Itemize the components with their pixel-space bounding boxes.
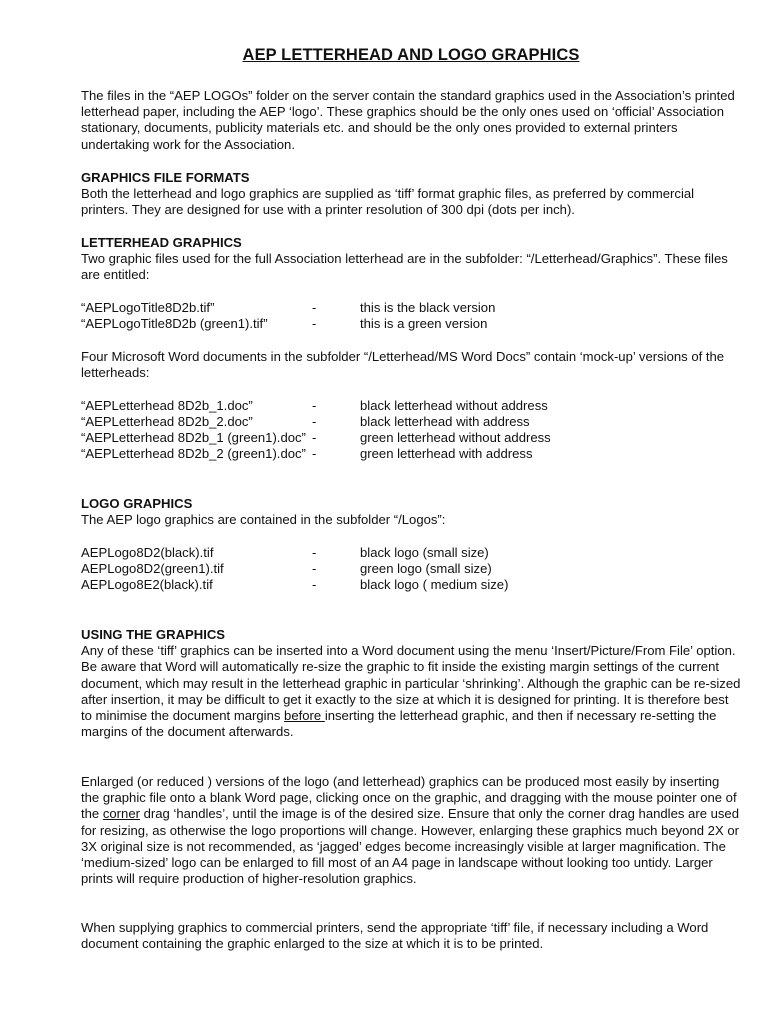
file-dash: - (312, 316, 317, 331)
file-dash: - (312, 300, 317, 315)
using-p1-text: Any of these ‘tiff’ graphics can be inserted into a Word document using the menu ‘Insert/Picture/From File’ option. Be aware that Word will automatically re-size the graphic to fit inside the existing margin settings of the current document, which may result in the letterhead graphic in particular ‘shrinking’. Although the graphic can be re-sized after insertion, it may be difficult to get it exactly to the size at which it is designed for printing. It is therefore best to minimise the document margins (81, 643, 741, 724)
file-dash: - (312, 545, 317, 560)
document-title: AEP LETTERHEAD AND LOGO GRAPHICS (242, 46, 580, 64)
file-name: AEPLogo8D2(green1).tif (81, 561, 224, 576)
logo-heading: LOGO GRAPHICS (81, 496, 193, 511)
file-description: this is the black version (360, 300, 496, 315)
logo-file-row (81, 577, 741, 593)
file-description: green letterhead with address (360, 446, 533, 461)
logo-section (81, 496, 741, 528)
letterhead-heading: LETTERHEAD GRAPHICS (81, 235, 242, 250)
file-name: “AEPLogoTitle8D2b.tif” (81, 300, 215, 315)
letterhead-section (81, 235, 741, 284)
formats-section (81, 170, 741, 219)
letterhead-docs-text: Four Microsoft Word documents in the subfolder “/Letterhead/MS Word Docs” contain ‘mock-up’ versions of the letterheads: (81, 349, 725, 381)
file-dash: - (312, 430, 317, 445)
letterhead-doc-row (81, 398, 741, 414)
letterhead-file-row (81, 300, 741, 316)
file-description: green logo (small size) (360, 561, 492, 576)
intro-paragraph: The files in the “AEP LOGOs” folder on the server contain the standard graphics used in the Association’s printed letterhead paper, including the AEP ‘logo’. These graphics should be the only ones used on ‘official’ Association stationary, documents, publicity materials etc. and should be the only ones provided to external printers undertaking work for the Association. (81, 88, 735, 152)
file-name: “AEPLetterhead 8D2b_1 (green1).doc” (81, 430, 306, 445)
file-description: black letterhead with address (360, 414, 530, 429)
file-description: this is a green version (360, 316, 488, 331)
logo-text: The AEP logo graphics are contained in the subfolder “/Logos”: (81, 512, 446, 528)
formats-text: Both the letterhead and logo graphics are supplied as ‘tiff’ format graphic files, as preferred by commercial printers. They are designed for use with a printer resolution of 300 dpi (dots per inch). (81, 186, 695, 218)
file-name: “AEPLetterhead 8D2b_2 (green1).doc” (81, 446, 306, 461)
file-description: black letterhead without address (360, 398, 548, 413)
file-description: black logo (small size) (360, 545, 489, 560)
using-p2-text: Enlarged (or reduced ) versions of the logo (and letterhead) graphics can be produced most easily by inserting the graphic file onto a blank Word page, clicking once on the graphic, and dragging with the mouse pointer one of the (81, 774, 737, 822)
letterhead-doc-row (81, 414, 741, 430)
file-dash: - (312, 446, 317, 461)
underlined-word: before (284, 708, 325, 724)
formats-heading: GRAPHICS FILE FORMATS (81, 170, 250, 185)
file-description: black logo ( medium size) (360, 577, 509, 592)
logo-file-row (81, 545, 741, 561)
letterhead-file-row (81, 316, 741, 332)
file-name: “AEPLetterhead 8D2b_2.doc” (81, 414, 253, 429)
file-name: “AEPLetterhead 8D2b_1.doc” (81, 398, 253, 413)
using-paragraph-1 (81, 643, 740, 739)
using-heading: USING THE GRAPHICS (81, 627, 226, 642)
underlined-word: corner (102, 806, 140, 822)
file-name: AEPLogo8E2(black).tif (81, 577, 213, 592)
file-name: AEPLogo8D2(black).tif (81, 545, 214, 560)
letterhead-doc-row (81, 446, 741, 462)
using-paragraph-3: When supplying graphics to commercial printers, send the appropriate ‘tiff’ file, if necessary including a Word document containing the graphic enlarged to the size at which it is to be printed. (81, 920, 709, 952)
file-dash: - (312, 398, 317, 413)
file-name: “AEPLogoTitle8D2b (green1).tif” (81, 316, 268, 331)
using-p1-text: inserting the letterhead graphic, and then if necessary re-setting the margins of the document afterwards. (81, 708, 717, 740)
file-dash: - (312, 561, 317, 576)
letterhead-text: Two graphic files used for the full Association letterhead are in the subfolder: “/Letterhead/Graphics”. These files are entitled: (81, 251, 728, 283)
file-dash: - (312, 414, 317, 429)
file-dash: - (312, 577, 317, 592)
letterhead-doc-row (81, 430, 741, 446)
file-description: green letterhead without address (360, 430, 551, 445)
using-section (81, 627, 741, 740)
logo-file-row (81, 561, 741, 577)
using-paragraph-2 (81, 774, 741, 887)
using-p2-text: drag ‘handles’, until the image is of the desired size. Ensure that only the corner drag handles are used for resizing, as otherwise the logo proportions will change. However, enlarging these graphics much beyond 2X or 3X original size is not recommended, as ‘jagged’ edges become increasingly visible at larger magnification. The ‘medium-sized’ logo can be enlarged to fill most of an A4 page in landscape without looking too untidy. Larger prints will require production of higher-resolution graphics. (81, 806, 740, 887)
